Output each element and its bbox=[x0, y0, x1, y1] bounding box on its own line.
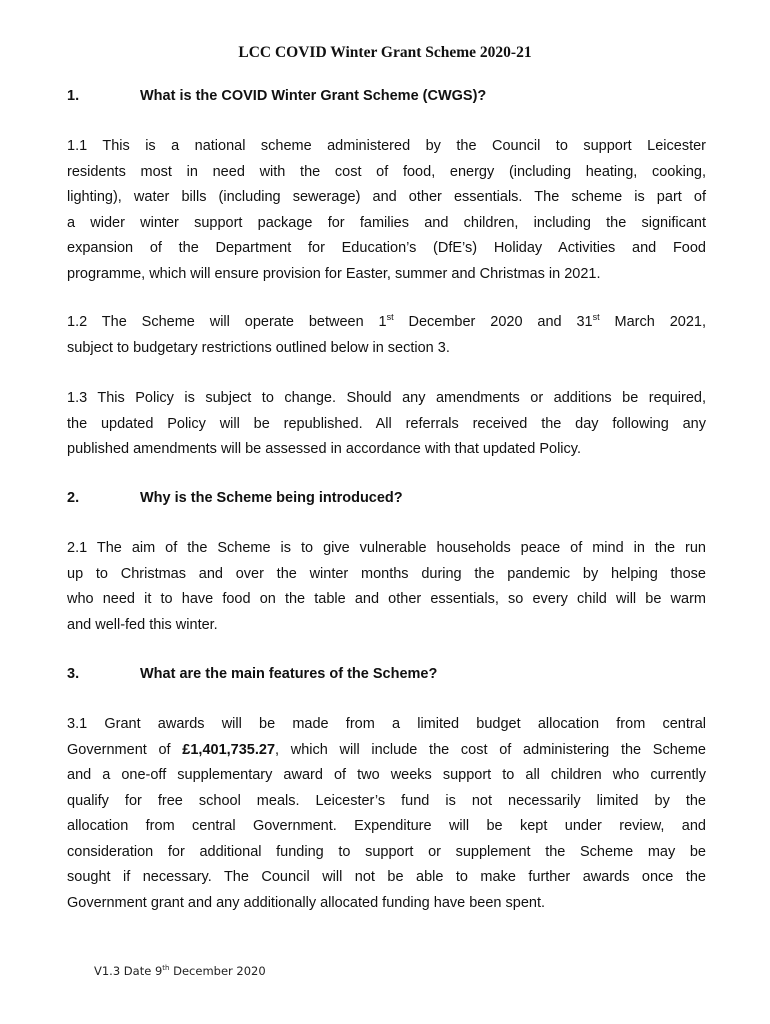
text-line: published amendments will be assessed in accordance with that updated Policy. bbox=[67, 441, 581, 457]
section-heading-2 bbox=[67, 490, 403, 506]
text-line: and well-fed this winter. bbox=[67, 616, 218, 633]
footer-text: December 2020 bbox=[169, 964, 266, 978]
text-segment: Government of bbox=[67, 741, 183, 758]
paragraph-1-1 bbox=[67, 134, 706, 287]
text-line: subject to budgetary restrictions outlined below in section 3. bbox=[67, 339, 450, 356]
bold-amount: £1,401,735.27 bbox=[182, 741, 276, 758]
paragraph-3-1 bbox=[67, 712, 706, 916]
text-line: programme, which will ensure provision for Easter, summer and Christmas in 2021. bbox=[67, 265, 601, 282]
text-line: consideration for additional funding to support or supplement the Scheme may be bbox=[67, 843, 706, 860]
superscript: st bbox=[592, 312, 600, 322]
section-title: What is the COVID Winter Grant Scheme (CWGS)? bbox=[140, 88, 487, 104]
footer-sup: th bbox=[162, 964, 170, 972]
text-line: and a one-off supplementary award of two weeks support to all children who currently bbox=[67, 767, 706, 783]
text-line: up to Christmas and over the winter months during the pandemic by helping those bbox=[67, 565, 706, 582]
text-line bbox=[67, 310, 706, 336]
footer-version-date bbox=[94, 964, 266, 978]
paragraph-1-3 bbox=[67, 386, 706, 463]
section-heading-3 bbox=[67, 666, 437, 682]
text-segment: December 2020 and 31 bbox=[393, 314, 593, 330]
text-segment: 1.2 The Scheme will operate between 1 bbox=[67, 314, 387, 330]
section-number: 2. bbox=[67, 490, 80, 506]
text-line: Government grant and any additionally allocated funding have been spent. bbox=[67, 894, 546, 911]
text-line: who need it to have food on the table and other essentials, so every child will be warm bbox=[67, 591, 706, 607]
text-line: 1.3 This Policy is subject to change. Should any amendments or additions be required, bbox=[67, 390, 706, 406]
paragraph-1-2 bbox=[67, 310, 706, 361]
text-line: expansion of the Department for Education’s (DfE’s) Holiday Activities and Food bbox=[67, 240, 706, 256]
text-line: 2.1 The aim of the Scheme is to give vulnerable households peace of mind in the run bbox=[67, 540, 706, 556]
text-line: sought if necessary. The Council will not be able to make further awards once the bbox=[67, 869, 706, 885]
section-title: What are the main features of the Scheme? bbox=[140, 666, 438, 682]
section-title: Why is the Scheme being introduced? bbox=[140, 490, 403, 506]
superscript: st bbox=[386, 312, 394, 322]
section-number: 3. bbox=[67, 666, 80, 682]
text-line: 3.1 Grant awards will be made from a limited budget allocation from central bbox=[67, 716, 706, 732]
paragraph-2-1 bbox=[67, 536, 706, 638]
text-line: 1.1 This is a national scheme administered by the Council to support Leicester bbox=[67, 138, 706, 154]
text-line: allocation from central Government. Expenditure will be kept under review, and bbox=[67, 818, 706, 834]
text-line: the updated Policy will be republished. All referrals received the day following any bbox=[67, 415, 706, 432]
text-line: a wider winter support package for families and children, including the significant bbox=[67, 214, 706, 231]
text-line bbox=[67, 738, 706, 764]
text-line: lighting), water bills (including sewerage) and other essentials. The scheme is part of bbox=[67, 189, 706, 205]
text-segment: , which will include the cost of administering the Scheme bbox=[275, 741, 706, 758]
section-number: 1. bbox=[67, 88, 80, 104]
footer-text: V1.3 Date 9 bbox=[94, 964, 163, 978]
text-segment: March 2021, bbox=[599, 314, 706, 330]
section-heading-1 bbox=[67, 88, 486, 104]
text-line: residents most in need with the cost of food, energy (including heating, cooking, bbox=[67, 163, 706, 180]
text-line: qualify for free school meals. Leicester’s fund is not necessarily limited by the bbox=[67, 792, 706, 809]
document-title: LCC COVID Winter Grant Scheme 2020-21 bbox=[238, 44, 532, 61]
